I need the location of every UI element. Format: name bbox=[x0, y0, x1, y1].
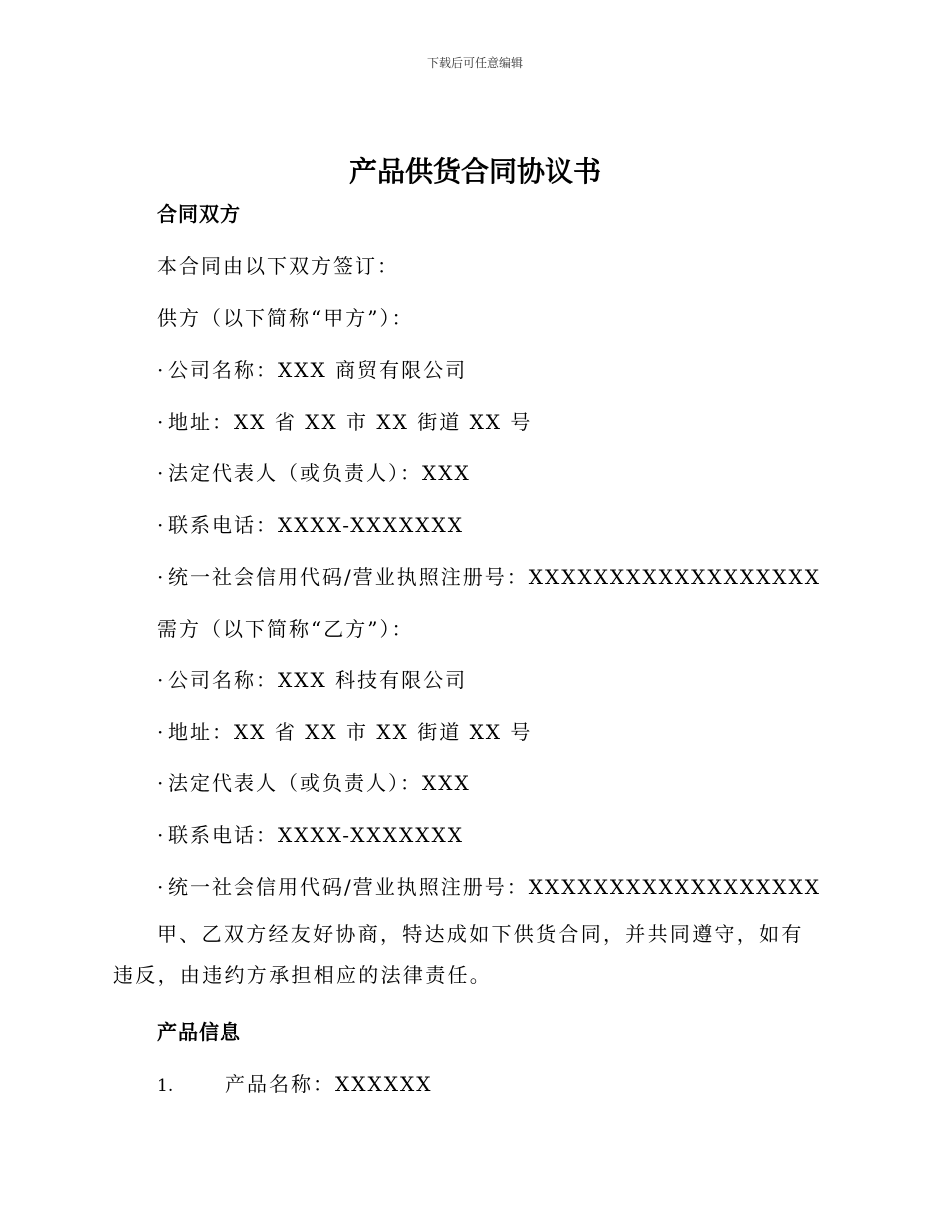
header-note: 下载后可任意编辑 bbox=[426, 56, 523, 70]
party-b-credit-code bbox=[157, 871, 821, 900]
bullet-icon: · bbox=[157, 565, 166, 589]
party-b-address-text: 地址：XX 省 XX 市 XX 街道 XX 号 bbox=[168, 720, 533, 744]
bullet-icon: · bbox=[157, 410, 166, 434]
bullet-icon: · bbox=[157, 513, 166, 537]
party-b-label: 需方（以下简称“乙方”）： bbox=[157, 617, 414, 641]
party-a-address-text: 地址：XX 省 XX 市 XX 街道 XX 号 bbox=[168, 410, 533, 434]
party-b-phone bbox=[157, 819, 464, 848]
bullet-icon: · bbox=[157, 875, 166, 899]
bullet-icon: · bbox=[157, 720, 166, 744]
party-a-phone bbox=[157, 509, 464, 538]
agreement-paragraph: 甲、乙双方经友好协商，特达成如下供货合同，并共同遵守，如有违反，由违约方承担相应的法律责任。 bbox=[113, 922, 804, 987]
section-heading-parties: 合同双方 bbox=[157, 202, 241, 226]
party-b-company-text: 公司名称：XXX 科技有限公司 bbox=[168, 668, 468, 692]
document-title: 产品供货合同协议书 bbox=[348, 155, 601, 188]
party-a-address bbox=[157, 406, 532, 435]
party-a-credit-code bbox=[157, 561, 821, 590]
party-a-representative-text: 法定代表人（或负责人）：XXX bbox=[168, 461, 471, 485]
party-a-phone-text: 联系电话：XXXX-XXXXXXX bbox=[168, 513, 464, 537]
party-b-company bbox=[157, 664, 467, 693]
party-b-representative bbox=[157, 767, 471, 796]
bullet-icon: · bbox=[157, 771, 166, 795]
bullet-icon: · bbox=[157, 461, 166, 485]
party-a-company-text: 公司名称：XXX 商贸有限公司 bbox=[168, 358, 468, 382]
party-a-credit-code-text: 统一社会信用代码/营业执照注册号：XXXXXXXXXXXXXXXXXX bbox=[168, 565, 822, 589]
list-item bbox=[157, 1068, 432, 1097]
party-b-phone-text: 联系电话：XXXX-XXXXXXX bbox=[168, 823, 464, 847]
list-item-text: 产品名称：XXXXXX bbox=[225, 1072, 433, 1096]
bullet-icon: · bbox=[157, 668, 166, 692]
party-b-representative-text: 法定代表人（或负责人）：XXX bbox=[168, 771, 471, 795]
party-a-label: 供方（以下简称“甲方”）： bbox=[157, 306, 414, 330]
bullet-icon: · bbox=[157, 823, 166, 847]
section-heading-product: 产品信息 bbox=[157, 1020, 241, 1044]
list-item-number: 1. bbox=[157, 1076, 174, 1096]
party-a-representative bbox=[157, 457, 471, 486]
party-b-credit-code-text: 统一社会信用代码/营业执照注册号：XXXXXXXXXXXXXXXXXX bbox=[168, 875, 822, 899]
bullet-icon: · bbox=[157, 358, 166, 382]
parties-intro: 本合同由以下双方签订： bbox=[157, 254, 399, 278]
party-a-company bbox=[157, 354, 467, 383]
party-b-address bbox=[157, 716, 532, 745]
